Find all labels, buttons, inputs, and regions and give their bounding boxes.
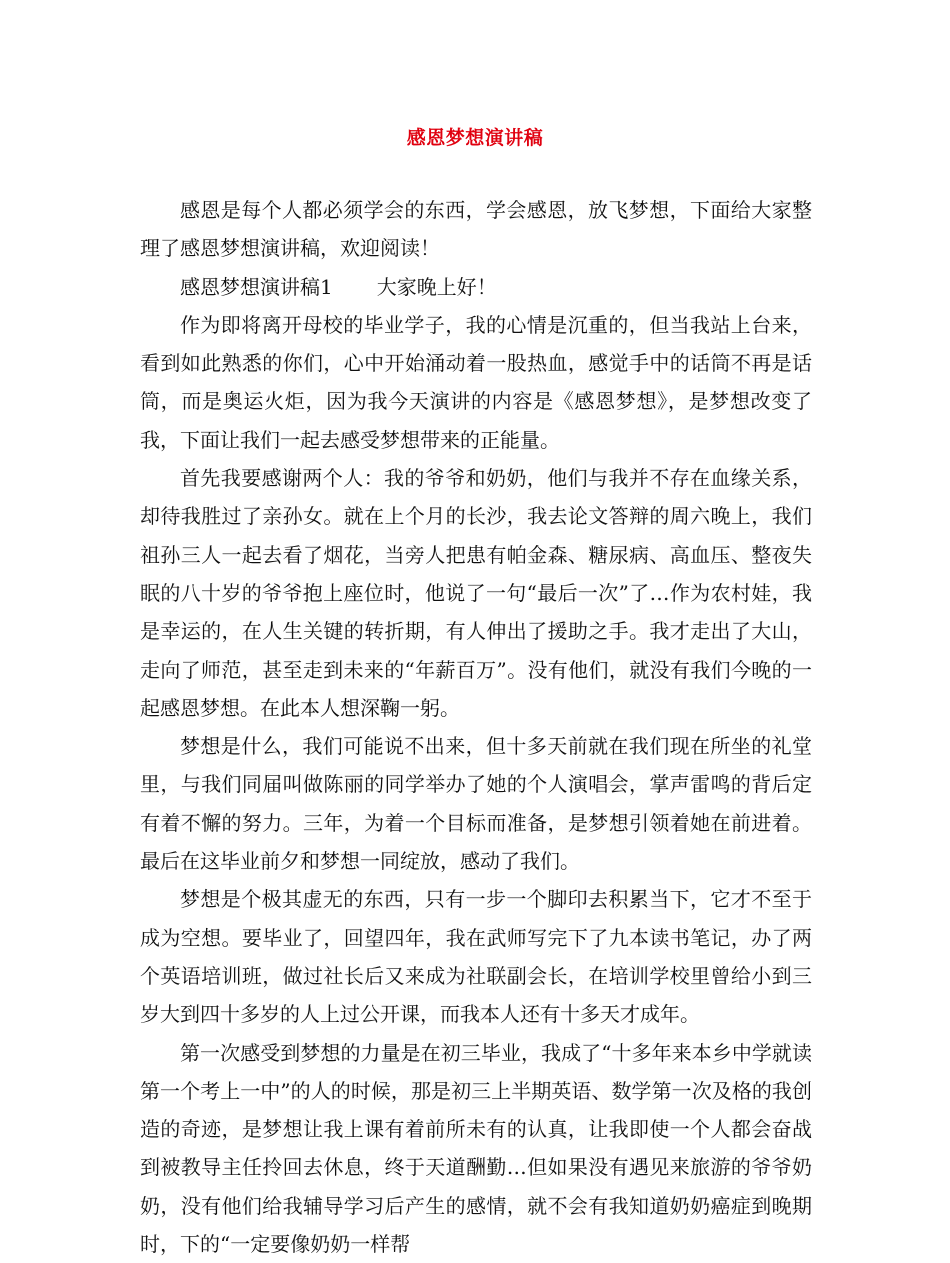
- body-paragraph: 作为即将离开母校的毕业学子，我的心情是沉重的，但当我站上台来，看到如此熟悉的你们，心中开始涌动着一股热血，感觉手中的话筒不再是话筒，而是奥运火炬，因为我今天演讲的内容是《感恩梦想》，是梦想改变了我，下面让我们一起去感受梦想带来的正能量。: [140, 312, 812, 452]
- body-paragraph: 梦想是个极其虚无的东西，只有一步一个脚印去积累当下，它才不至于成为空想。要毕业了，回望四年，我在武师写完下了九本读书笔记，办了两个英语培训班，做过社长后又来成为社联副会长，在培训学校里曾给小到三岁大到四十多岁的人上过公开课，而我本人还有十多天才成年。: [140, 887, 812, 1027]
- body-paragraph: 首先我要感谢两个人：我的爷爷和奶奶，他们与我并不存在血缘关系，却待我胜过了亲孙女。就在上个月的长沙，我去论文答辩的周六晚上，我们祖孙三人一起去看了烟花，当旁人把患有帕金森、糖尿病、高血压、整夜失眠的八十岁的爷爷抱上座位时，他说了一句“最后一次”了…作为农村娃，我是幸运的，在人生关键的转折期，有人伸出了援助之手。我才走出了大山，走向了师范，甚至走到未来的“年薪百万”。没有他们，就没有我们今晚的一起感恩梦想。在此本人想深鞠一躬。: [140, 466, 812, 720]
- document-body: [140, 191, 812, 1263]
- intro-paragraph: 感恩是每个人都必须学会的东西，学会感恩，放飞梦想，下面给大家整理了感恩梦想演讲稿，欢迎阅读！: [140, 198, 812, 261]
- speech-heading: 感恩梦想演讲稿1: [180, 274, 333, 299]
- body-paragraph: 第一次感受到梦想的力量是在初三毕业，我成了“十多年来本乡中学就读第一个考上一中”的人的时候，那是初三上半期英语、数学第一次及格的我创造的奇迹，是梦想让我上课有着前所未有的认真，让我即使一个人都会奋战到被教导主任拎回去休息，终于天道酬勤…但如果没有遇见来旅游的爷爷奶奶，没有他们给我辅导学习后产生的感情，就不会有我知道奶奶癌症到晚期时，下的“一定要像奶奶一样帮: [140, 1040, 812, 1257]
- speech-heading-line: [140, 268, 812, 306]
- greeting: 大家晚上好！: [376, 274, 497, 299]
- document-title: 感恩梦想演讲稿: [406, 127, 544, 149]
- body-paragraph: 梦想是什么，我们可能说不出来，但十多天前就在我们现在所坐的礼堂里，与我们同届叫做陈丽的同学举办了她的个人演唱会，掌声雷鸣的背后定有着不懈的努力。三年，为着一个目标而准备，是梦想引领着她在前进着。最后在这毕业前夕和梦想一同绽放，感动了我们。: [140, 734, 812, 874]
